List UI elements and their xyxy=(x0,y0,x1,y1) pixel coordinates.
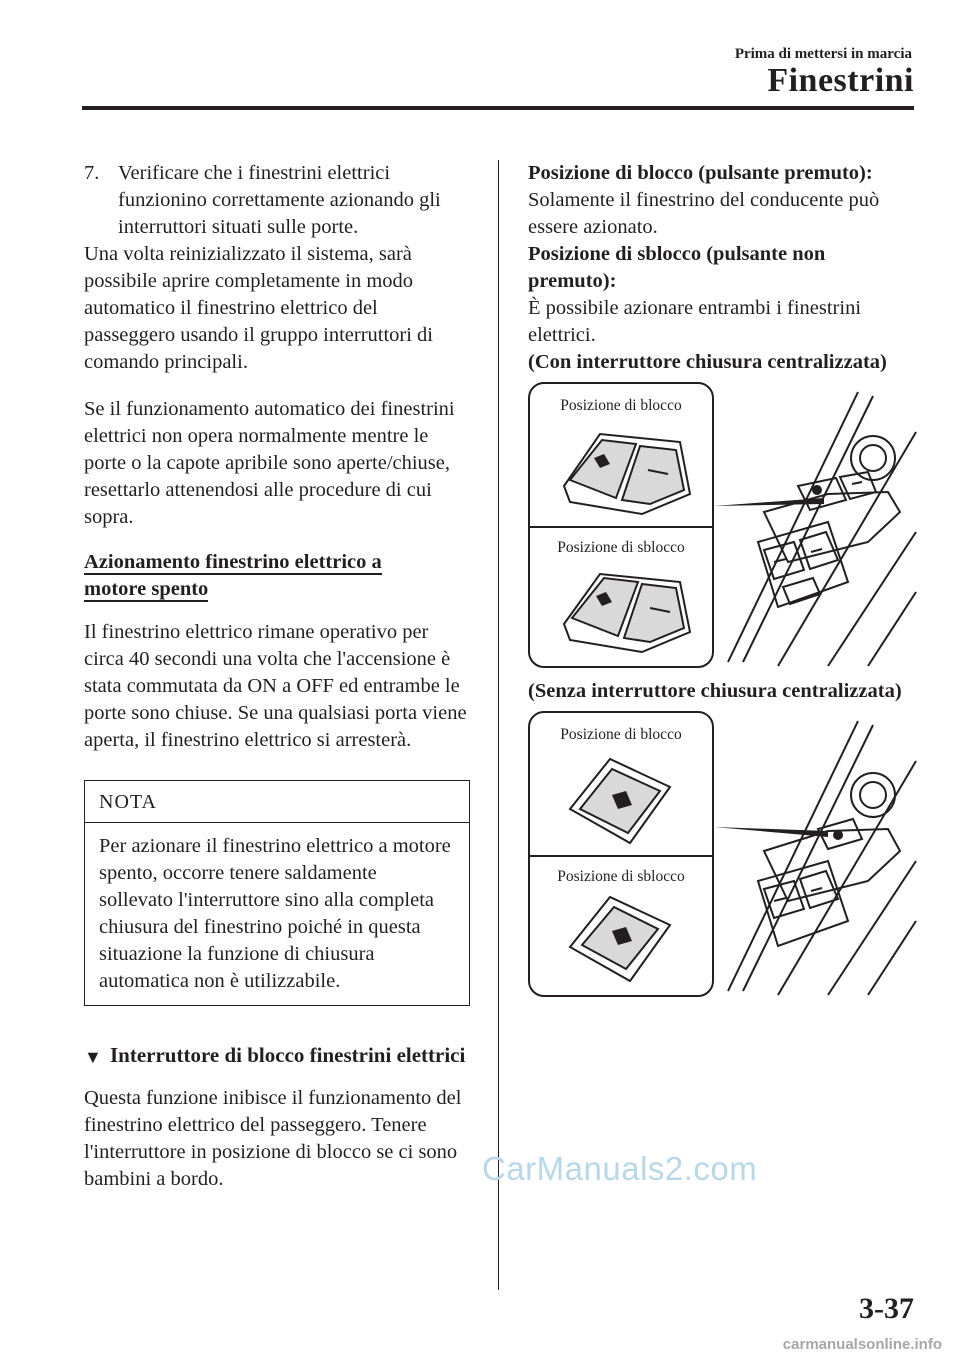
label-lock-position: Posizione di blocco xyxy=(560,397,682,414)
right-column xyxy=(528,160,918,997)
label-lock-position: Posizione di blocco xyxy=(560,726,682,743)
subheading-lock-switch xyxy=(84,1042,470,1071)
paragraph-engine-off: Il finestrino elettrico rimane operativo per circa 40 secondi una volta che l'accensione è stata commutata da ON a OFF ed entrambe le porte sono chiuse. Se una qualsiasi porta viene aperta, il finestrino elettrico si arresterà. xyxy=(84,621,467,751)
section-heading xyxy=(84,549,470,603)
header-rule xyxy=(82,106,914,110)
subheading-text: Interruttore di blocco finestrini elettrici xyxy=(110,1043,466,1067)
footer-watermark-link[interactable]: carmanualsonline.info xyxy=(782,1336,942,1353)
label-unlock-position: Posizione di sblocco xyxy=(557,539,685,556)
single-switch-released-illustration xyxy=(530,889,714,995)
switch-pressed-illustration xyxy=(530,414,714,524)
with-central-lock-heading: (Con interruttore chiusura centralizzata) xyxy=(528,351,887,373)
label-unlock-position: Posizione di sblocco xyxy=(557,868,685,885)
figure-without-central-lock xyxy=(528,711,918,997)
callout-divider xyxy=(530,855,712,857)
unlock-position-heading: Posizione di sblocco (pulsante non premuto): xyxy=(528,243,826,292)
watermark-logo: CarManuals2.com xyxy=(482,1150,758,1187)
section-heading-line1: Azionamento finestrino elettrico a xyxy=(84,551,382,573)
left-column xyxy=(84,160,470,1193)
page-number: 3-37 xyxy=(859,1292,914,1325)
lock-position-heading: Posizione di blocco (pulsante premuto): xyxy=(528,162,873,184)
without-central-lock-heading: (Senza interruttore chiusura centralizzata) xyxy=(528,680,902,702)
page-title: Finestrini xyxy=(767,62,914,99)
lock-position-text: Solamente il finestrino del conducente può essere azionato. xyxy=(528,189,880,238)
step-7 xyxy=(84,160,470,241)
paragraph-lock-function: Questa funzione inibisce il funzionamento del finestrino elettrico del passeggero. Tenere l'interruttore in posizione di blocco se ci sono bambini a bordo. xyxy=(84,1087,462,1190)
column-divider xyxy=(498,160,499,1290)
paragraph-auto-reset: Se il funzionamento automatico dei finestrini elettrici non opera normalmente mentre le porte o la capote apribile sono aperte/chiuse, resettarlo attenendosi alle procedure di cui sopra. xyxy=(84,398,455,528)
callout-divider xyxy=(530,526,712,528)
step-text: Verificare che i finestrini elettrici funzionino correttamente azionando gli interruttori situati sulle porte. xyxy=(118,162,441,238)
callout-switch-positions xyxy=(528,382,714,668)
note-box xyxy=(84,780,470,1006)
triangle-icon: ▼ xyxy=(84,1047,102,1067)
chapter-title: Prima di mettersi in marcia xyxy=(734,46,912,62)
single-switch-pressed-illustration xyxy=(530,747,714,853)
note-text: Per azionare il finestrino elettrico a motore spento, occorre tenere saldamente sollevato l'interruttore sino alla completa chiusura del finestrino poiché in questa situazione la funzione di chiusura automatica non è utilizzabile. xyxy=(99,835,451,992)
note-title: NOTA xyxy=(85,781,469,823)
unlock-position-text: È possibile azionare entrambi i finestrini elettrici. xyxy=(528,297,862,346)
callout-switch-positions xyxy=(528,711,714,997)
figure-with-central-lock xyxy=(528,382,918,668)
switch-released-illustration xyxy=(530,560,714,660)
paragraph-reinit: Una volta reinizializzato il sistema, sarà possibile aprire completamente in modo automatico il finestrino elettrico del passeggero usando il gruppo interruttori di comando principali. xyxy=(84,243,434,373)
section-heading-line2: motore spento xyxy=(84,578,209,600)
step-number: 7. xyxy=(84,162,100,184)
